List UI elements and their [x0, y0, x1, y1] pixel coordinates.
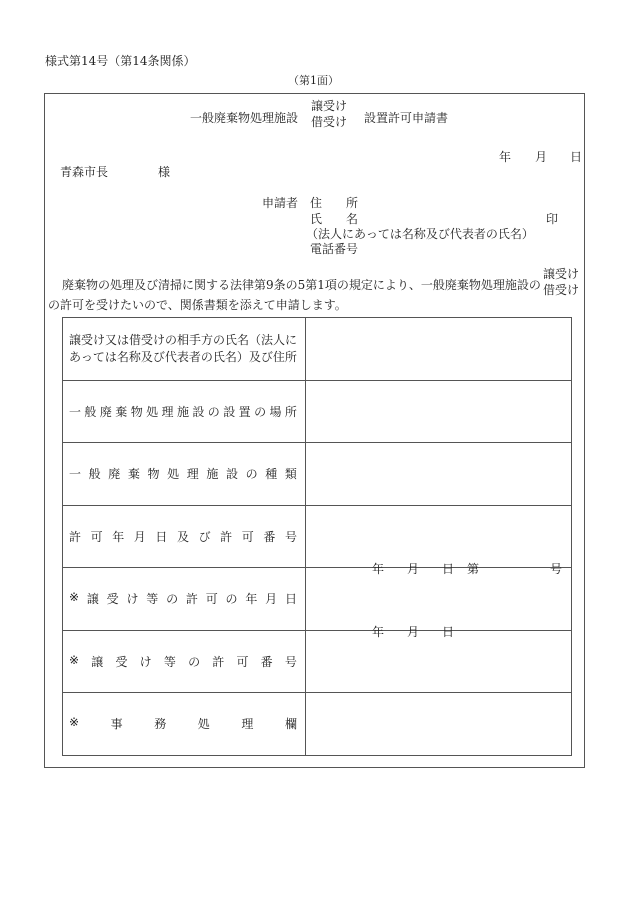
label-char: 置	[238, 404, 251, 419]
transfer-permit-date-field[interactable]	[306, 568, 572, 639]
label-char: 年	[245, 592, 258, 607]
title-prefix: 一般廃棄物処理施設	[190, 111, 299, 125]
label-char: 許	[69, 529, 82, 544]
label-char: 施	[206, 467, 219, 482]
addressee-name: 青森市長	[60, 165, 109, 179]
label-char: の	[207, 404, 220, 419]
counterparty-label	[63, 318, 306, 381]
label-char: 譲	[91, 654, 104, 669]
applicant-corporate-note: （法人にあっては名称及び代表者の氏名）	[306, 227, 534, 241]
applicant-seal: 印	[546, 212, 559, 226]
label-char: 日	[155, 529, 168, 544]
table-row	[63, 630, 572, 693]
label-char: 許	[212, 654, 225, 669]
transfer-month-label: 月	[407, 624, 420, 639]
label-char: 等	[163, 654, 176, 669]
date-year-label: 年	[499, 150, 512, 164]
applicant-name-label: 氏 名	[310, 212, 359, 226]
label-char: 一	[69, 404, 82, 419]
table-row	[63, 380, 572, 443]
label-char: 理	[241, 717, 254, 732]
counterparty-label-line1: 譲受け又は借受けの相手方の氏名（法人に	[69, 332, 298, 347]
transfer-permit-number-field[interactable]	[306, 630, 572, 693]
label-char: の	[188, 654, 201, 669]
body-option-transfer: 譲受け	[543, 267, 580, 281]
body-option-lease: 借受け	[543, 283, 580, 297]
transfer-day-label: 日	[442, 624, 455, 639]
table-row	[63, 318, 572, 381]
label-char: 号	[284, 654, 297, 669]
label-char: 受	[115, 654, 128, 669]
body-line-2: の許可を受けたいので、関係書類を添えて申請します。	[48, 298, 347, 312]
label-char: 許	[220, 529, 233, 544]
label-char: 務	[154, 717, 167, 732]
permit-dai-label: 第	[467, 562, 480, 577]
label-char: 施	[176, 404, 189, 419]
label-char: 般	[88, 467, 101, 482]
page-number: （第1面）	[288, 74, 339, 87]
label-char: 番	[263, 529, 276, 544]
counterparty-field[interactable]	[306, 318, 572, 381]
applicant-phone-label: 電話番号	[310, 242, 359, 256]
label-char: 設	[192, 404, 205, 419]
table-row	[63, 693, 572, 756]
label-char: 物	[130, 404, 143, 419]
label-char: 月	[265, 592, 278, 607]
label-char: 所	[284, 404, 297, 419]
date-day-label: 日	[570, 150, 583, 164]
label-char: 設	[223, 404, 236, 419]
facility-type-field[interactable]	[306, 443, 572, 506]
label-char: 可	[205, 592, 218, 607]
label-char: 受	[106, 592, 119, 607]
label-char: 般	[84, 404, 97, 419]
addressee-honorific: 様	[158, 165, 171, 179]
label-char: 一	[69, 467, 82, 482]
label-char: 理	[161, 404, 174, 419]
label-char: 廃	[108, 467, 121, 482]
label-char: 欄	[284, 717, 297, 732]
table-row	[63, 443, 572, 506]
permit-day-label: 日	[442, 562, 455, 577]
label-char: の	[225, 592, 238, 607]
facility-type-label	[63, 443, 306, 506]
label-char: 年	[112, 529, 125, 544]
label-char: 棄	[115, 404, 128, 419]
label-char: 処	[146, 404, 159, 419]
label-char: び	[198, 529, 211, 544]
transfer-year-label: 年	[372, 624, 385, 639]
label-char: 日	[284, 592, 297, 607]
label-char: 月	[133, 529, 146, 544]
label-char: 処	[167, 467, 180, 482]
transfer-permit-number-label	[63, 630, 306, 693]
body-options	[543, 266, 579, 298]
form-id: 様式第14号（第14条関係）	[45, 54, 196, 68]
body-line-1: 廃棄物の処理及び清掃に関する法律第9条の5第1項の規定により、一般廃棄物処理施設の	[62, 278, 541, 292]
permit-year-label: 年	[372, 562, 385, 577]
permit-month-label: 月	[407, 562, 420, 577]
label-char: ※	[69, 715, 80, 730]
date-month-label: 月	[535, 150, 548, 164]
facility-location-field[interactable]	[306, 380, 572, 443]
counterparty-label-line2: あっては名称及び代表者の氏名）及び住所	[69, 349, 297, 364]
office-use-field[interactable]	[306, 693, 572, 756]
title-options	[311, 98, 347, 130]
label-char: 種	[265, 467, 278, 482]
title-option-transfer: 譲受け	[311, 99, 348, 113]
label-char: 可	[241, 529, 254, 544]
permit-date-number-label	[63, 505, 306, 568]
label-char: ※	[69, 590, 80, 605]
title-option-lease: 借受け	[311, 115, 348, 129]
label-char: 等	[146, 592, 159, 607]
application-table	[62, 317, 572, 756]
transfer-permit-date-label	[63, 568, 306, 631]
label-char: 場	[269, 404, 282, 419]
table-row	[63, 505, 572, 568]
label-char: の	[254, 404, 267, 419]
facility-location-label	[63, 380, 306, 443]
label-char: 処	[197, 717, 210, 732]
permit-go-label: 号	[550, 562, 563, 577]
label-char: ※	[69, 652, 80, 667]
label-char: 物	[147, 467, 160, 482]
label-char: け	[139, 654, 152, 669]
label-char: 譲	[86, 592, 99, 607]
label-char: 許	[185, 592, 198, 607]
table-row	[63, 568, 572, 631]
label-char: 設	[226, 467, 239, 482]
label-char: の	[245, 467, 258, 482]
applicant-address-label: 住 所	[310, 196, 359, 210]
label-char: 棄	[127, 467, 140, 482]
label-char: 理	[186, 467, 199, 482]
label-char: 廃	[99, 404, 112, 419]
label-char: け	[126, 592, 139, 607]
office-use-label	[63, 693, 306, 756]
label-char: 可	[236, 654, 249, 669]
title-suffix: 設置許可申請書	[364, 111, 449, 125]
permit-date-number-field[interactable]	[306, 505, 572, 577]
label-char: 号	[284, 529, 297, 544]
label-char: 類	[284, 467, 297, 482]
applicant-label: 申請者	[262, 196, 299, 210]
label-char: 番	[260, 654, 273, 669]
label-char: の	[166, 592, 179, 607]
label-char: 事	[110, 717, 123, 732]
label-char: 及	[176, 529, 189, 544]
label-char: 可	[90, 529, 103, 544]
